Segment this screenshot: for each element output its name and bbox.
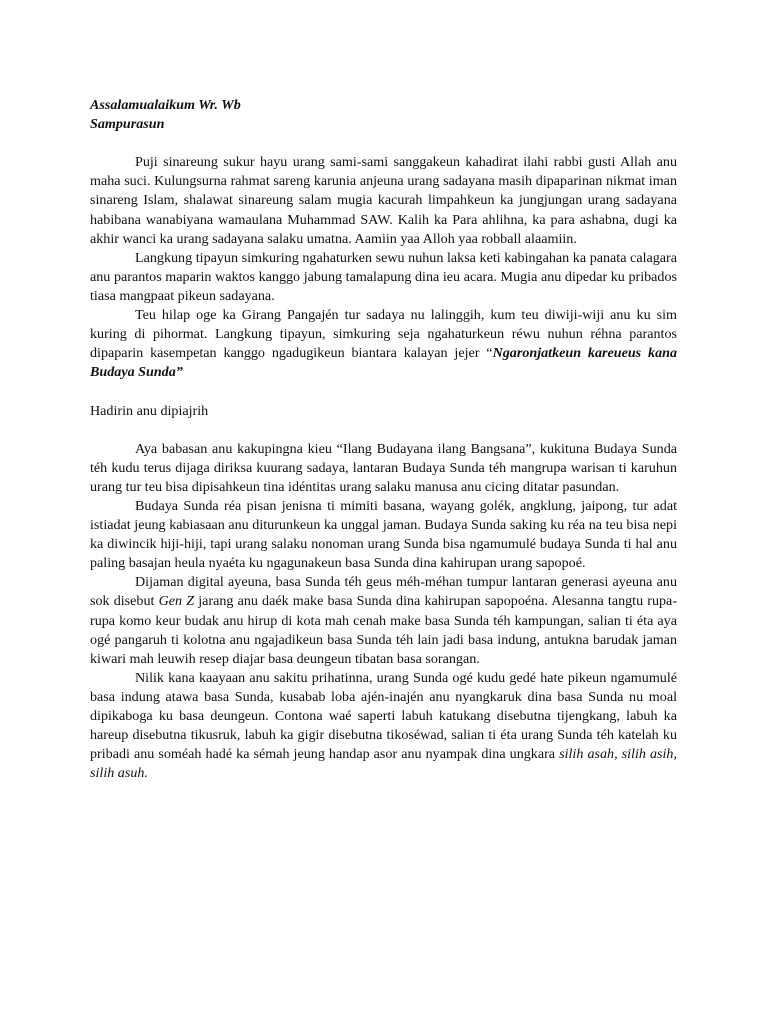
blank-line — [90, 134, 677, 153]
speech-text — [90, 96, 677, 783]
opening-paragraph-2: Langkung tipayun simkuring ngahaturken sewu nuhun laksa keti kabingahan ka panata calagara anu parantos maparin waktos kanggo jabung tamalapung dina ieu acara. Mugia anu dipedar ku pribados tiasa mangpaat pikeun sadayana. — [90, 249, 677, 304]
salutation: Hadirin anu dipiajrih — [90, 402, 209, 419]
body-paragraph-4 — [90, 669, 677, 784]
body-paragraph-3-text-a: Dijaman digital ayeuna, basa Sunda téh geus méh-méhan tumpur lantaran generasi ayeuna anu sok disebut — [90, 574, 677, 610]
body-paragraph-4-text: Nilik kana kaayaan anu sakitu prihatinna, urang Sunda ogé kudu gedé hate pikeun ngamumulé basa indung atawa basa Sunda, kusabab loba ajén-inajén anu nyangkaruk dina basa Sunda nu moal dipikaboga ku basa deungeun. Contona waé saperti labuh katukang disebutna tijengkang, labuh ka hareup disebutna tikusruk, labuh ka gigir disebutna tikoséwad, salian ti éta urang Sunda téh katelah ku pribadi anu soméah hadé ka sémah jeung handap asor anu nyampak dina ungkara — [90, 669, 677, 763]
blank-line — [90, 421, 677, 440]
body-paragraph-3 — [90, 573, 677, 668]
proverb-phrase: silih asah, silih asih, silih asuh. — [90, 746, 677, 782]
opening-paragraph-1: Puji sinareung sukur hayu urang sami-sami sanggakeun kahadirat ilahi rabbi gusti Allah anu maha suci. Kulungsurna rahmat sareng karunia anjeuna urang sadayana masih dipaparinan nikmat iman sinareng Islam, shalawat sinareung salam mugia kacurah limpahkeun ka jungjungan urang sadayana habibana wanabiyana wamaulana Muhammad SAW. Kalih ka Para ahlihna, ka para ashabna, dugi ka akhir wanci ka urang sadayana salaku umatna. Aamiin yaa Alloh yaa robball alaamiin. — [90, 154, 677, 247]
body-paragraph-1: Aya babasan anu kakupingna kieu “Ilang Budayana ilang Bangsana”, kukituna Budaya Sunda téh kudu terus dijaga diriksa kuurang sadaya, lantaran Budaya Sunda téh mangrupa warisan ti karuhun urang tur teu bisa dipisahkeun tina idéntitas urang salaku manusa anu cicing ditatar pasundan. — [90, 440, 677, 495]
blank-line — [90, 382, 677, 401]
gen-z-term: Gen Z — [158, 593, 195, 610]
speech-title: Ngaronjatkeun kareueus kana Budaya Sunda” — [90, 345, 678, 381]
opening-paragraph-3 — [90, 306, 677, 382]
body-paragraph-3-text-b: jarang anu daék make basa Sunda dina kahirupan sapopoéna. Alesanna tangtu rupa-rupa komo keur budak anu hirup di kota mah cenah make basa Sunda téh kampungan, salian ti éta aya ogé pangaruh ti kolotna anu ngajadikeun basa Sunda téh lain jadi basa indung, antukna barudak jaman kiwari mah leuwih resep diajar basa deungeun tibatan basa sorangan. — [90, 593, 678, 667]
opening-paragraph-3-text: Teu hilap oge ka Girang Pangajén tur sadaya nu lalinggih, kum teu diwiji-wiji anu ku sim kuring di pihormat. Langkung tipayun, simkuring seja ngahaturkeun réwu nuhun réhna parantos dipaparin kasempetan kanggo ngadugikeun biantara kalayan jejer “ — [90, 307, 677, 362]
greeting-line-2: Sampurasun — [90, 116, 165, 133]
body-paragraph-2: Budaya Sunda réa pisan jenisna ti mimiti basana, wayang golék, angklung, jaipong, tur adat istiadat jeung kabiasaan anu diturunkeun ka unggal jaman. Budaya Sunda saking ku réa na teu bisa nepi ka diwincik hiji-hiji, tapi urang salaku nonoman urang Sunda bisa ngamumulé budaya Sunda ti hal anu paling basajan heula nyaéta ku ngagunakeun basa Sunda dina kahirupan urang sapopoé. — [90, 497, 677, 572]
greeting-line-1: Assalamualaikum Wr. Wb — [90, 97, 241, 113]
